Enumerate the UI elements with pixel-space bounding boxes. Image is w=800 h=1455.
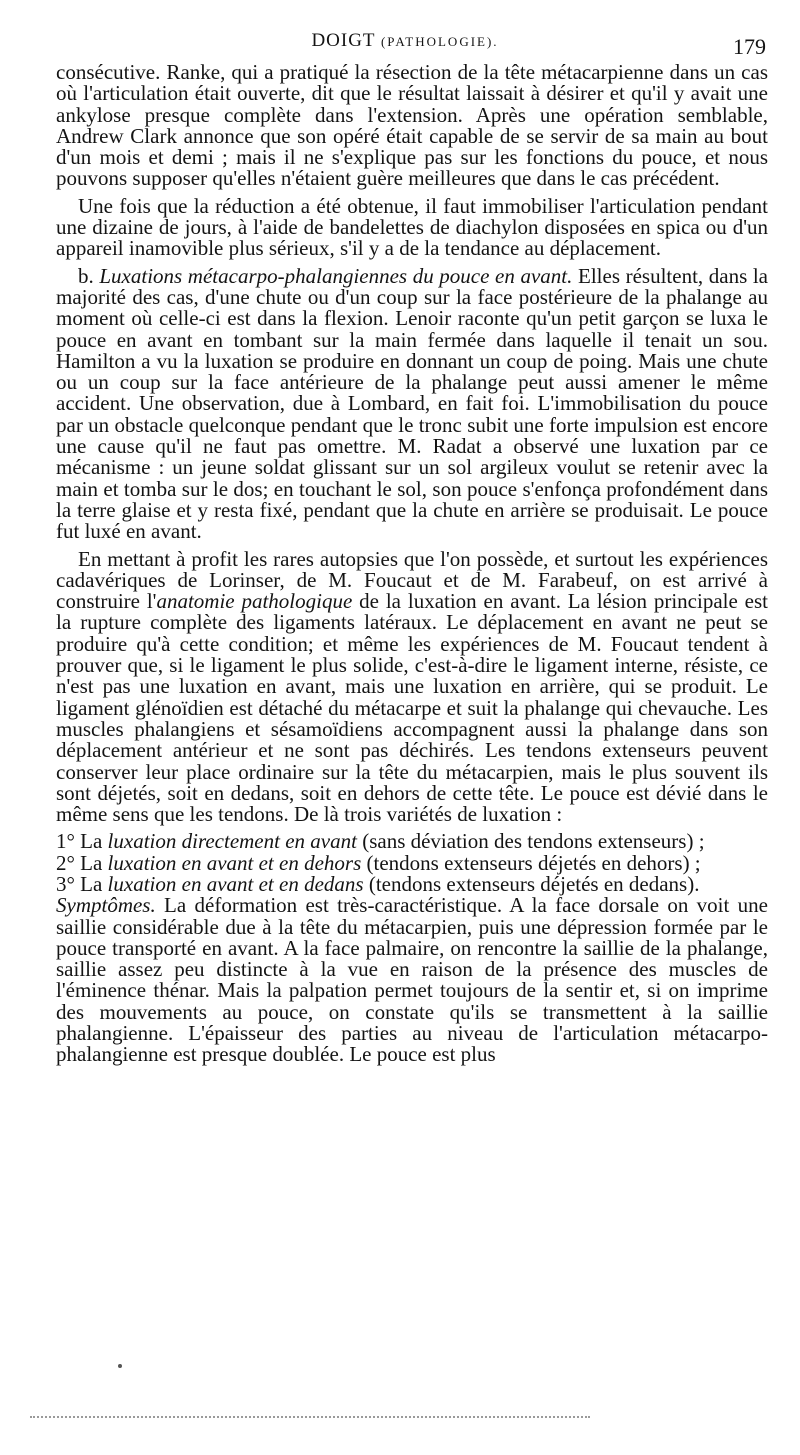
list-item-term: luxation directement en avant bbox=[107, 829, 357, 854]
paragraph-2: Une fois que la réduction a été obtenue, il faut immobiliser l'articulation pendant une dizaine de jours, à l'aide de bandelettes de diachylon disposées en spica ou d'un appareil inamovible plus sérieux, s'il y a de la tendance au déplacement. bbox=[56, 193, 768, 261]
paragraph-4-text-b: de la luxation en avant. La lésion principale est la rupture complète des ligaments latéraux. Le déplacement en avant ne peut se produire qu'à cette condition; et même les expériences de M. Foucaut tendent à prouver que, si le ligament le plus solide, c'est-à-dire le ligament interne, résiste, ce n'est pas une luxation en avant, mais une luxation en arrière, qui se produit. Le ligament glénoïdien est détaché du métacarpe et suit la phalange qui chevauche. Les muscles phalangiens et sésamoïdiens accompagnent aussi la phalange dans son déplacement antérieur et ne sont pas déchirés. Les tendons extenseurs peuvent conserver leur place ordinaire sur la tête du métacarpien, mais le plus souvent ils sont déjetés, soit en dedans, soit en dehors de cette tête. Le pouce est dévié dans le même sens que les tendons. De là trois variétés de luxation : bbox=[56, 589, 768, 827]
page-bottom-artifact bbox=[30, 1416, 590, 1426]
paragraph-4 bbox=[56, 546, 768, 827]
section-heading-symptomes: Symptômes. bbox=[56, 893, 156, 918]
list-item-number: 2° La bbox=[56, 850, 108, 875]
list-item bbox=[56, 850, 768, 875]
paragraph-3-text: Elles résultent, dans la majorité des cas, d'une chute ou d'un coup sur la face postérieure de la phalange au moment où celle-ci est dans la flexion. Lenoir raconte qu'un petit garçon se luxa le pouce en avant en tombant sur la main fermée dans laquelle il tenait un sou. Hamilton a vu la luxation se produire en donnant un coup de poing. Mais une chute ou un coup sur la face antérieure de la phalange peut aussi amener le même accident. Une observation, due à Lombard, en fait foi. L'immobilisation du pouce par un obstacle quelconque pendant que le tronc subit une forte impulsion est encore une cause qu'il ne faut pas omettre. M. Radat a observé une luxation par ce mécanisme : un jeune soldat glissant sur un sol argileux voulut se retenir avec la main et tomba sur le dos; en touchant le sol, son pouce s'enfonça profondément dans la terre glaise et y resta fixé, pendant que la chute en arrière se produisait. Le pouce fut luxé en avant. bbox=[56, 263, 769, 544]
paragraph-1: consécutive. Ranke, qui a pratiqué la résection de la tête métacarpienne dans un cas où l'articulation était ouverte, dit que le résultat laissait à désirer et qu'il y avait une ankylose presque complète dans l'extension. Après une opération semblable, Andrew Clark annonce que son opéré était capable de se servir de sa main au bout d'un mois et demi ; mais il ne s'explique pas sur les fonctions du pouce, et nous pouvons supposer qu'elles n'étaient guère meilleures que dans le cas précédent. bbox=[56, 60, 768, 191]
section-title: Luxations métacarpo-phalangiennes du pouce en avant. bbox=[99, 263, 573, 288]
paragraph-5 bbox=[56, 895, 768, 1065]
section-letter: b. bbox=[78, 263, 100, 288]
list-item-text: (sans déviation des tendons extenseurs) ; bbox=[356, 829, 705, 854]
running-head bbox=[40, 30, 770, 52]
list-item-term: luxation en avant et en dedans bbox=[107, 871, 364, 896]
list-item bbox=[56, 831, 768, 852]
page-header bbox=[40, 28, 770, 58]
running-head-title: DOIGT bbox=[311, 30, 376, 51]
list-item-text: (tendons extenseurs déjetés en dedans). bbox=[363, 871, 700, 896]
paragraph-4-text-a: En mettant à profit les rares autopsies que l'on possède, et surtout les expériences cadavériques de Lorinser, de M. Foucaut et de M. Farabeuf, on est arrivé à construire l' bbox=[56, 546, 768, 614]
running-head-subtitle: (PATHOLOGIE). bbox=[380, 34, 499, 49]
print-speck bbox=[118, 1364, 122, 1368]
list-item-number: 1° La bbox=[56, 829, 108, 854]
list-item bbox=[56, 871, 768, 896]
page-number: 179 bbox=[733, 34, 766, 59]
list-item-text: (tendons extenseurs déjetés en dehors) ; bbox=[361, 850, 701, 875]
paragraph-5-text: La déformation est très-caractéristique. A la face dorsale on voit une saillie considérable due à la tête du métacarpien, puis une dépression formée par le pouce transporté en avant. A la face palmaire, on rencontre la saillie de la phalange, saillie assez peu distincte à la vue en raison de la présence des muscles de l'éminence thénar. Mais la palpation permet toujours de la sentir et, si on imprime des mouvements au pouce, on constate qu'ils se transmettent à la saillie phalangienne. L'épaisseur des parties au niveau de l'articulation métacarpo-phalangienne est presque doublée. Le pouce est plus bbox=[56, 893, 768, 1067]
paragraph-3 bbox=[56, 263, 769, 544]
list-item-number: 3° La bbox=[56, 871, 108, 896]
list-item-term: luxation en avant et en dehors bbox=[107, 850, 362, 875]
emphasis-anatomie: anatomie pathologique bbox=[156, 589, 353, 614]
body-text bbox=[56, 62, 768, 1066]
